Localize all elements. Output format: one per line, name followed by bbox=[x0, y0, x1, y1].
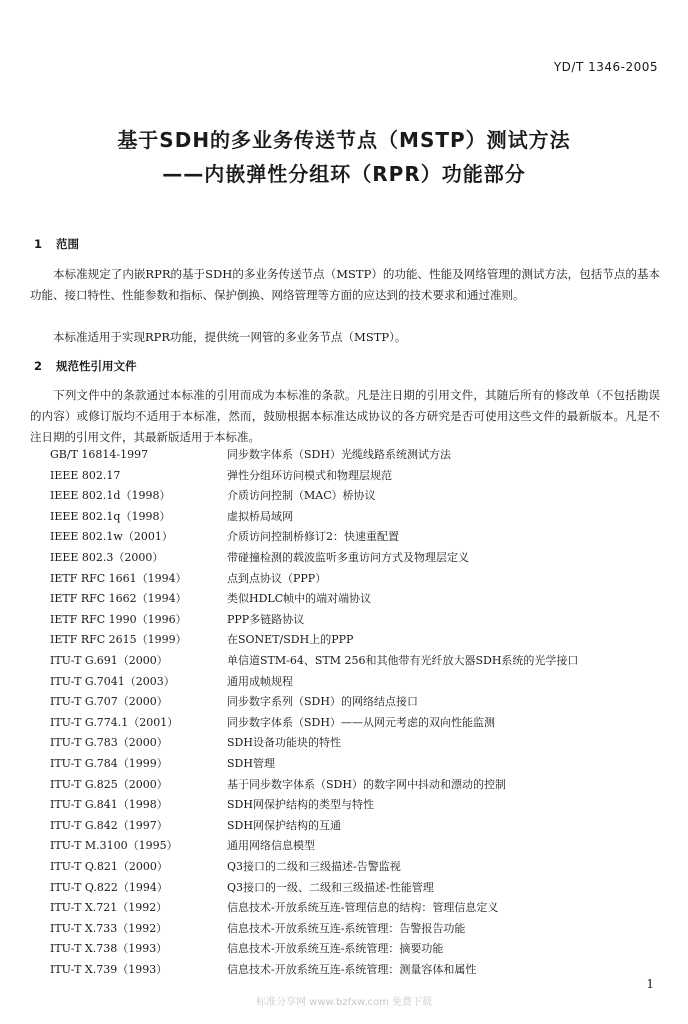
reference-title: 同步数字体系（SDH）光缆线路系统测试方法 bbox=[227, 448, 451, 461]
section-heading-normative-references bbox=[34, 358, 137, 374]
reference-code: IEEE 802.1d（1998） bbox=[50, 489, 171, 503]
reference-code: ITU-T G.825（2000） bbox=[50, 777, 168, 791]
reference-code: IEEE 802.1q（1998） bbox=[50, 509, 171, 523]
reference-code: ITU-T G.691（2000） bbox=[50, 654, 168, 667]
document-title-line2: ——内嵌弹性分组环（RPR）功能部分 bbox=[162, 162, 526, 186]
reference-code: ITU-T G.774.1（2001） bbox=[50, 715, 179, 729]
section-heading-scope bbox=[34, 236, 79, 252]
reference-title: 介质访问控制（MAC）桥协议 bbox=[227, 489, 376, 503]
scope-paragraph-2: 本标准适用于实现RPR功能，提供统一网管的多业务节点（MSTP）。 bbox=[53, 330, 407, 344]
reference-code: ITU-T G.7041（2003） bbox=[50, 674, 175, 688]
reference-title: 介质访问控制桥修订2：快速重配置 bbox=[227, 530, 399, 544]
reference-title: 带碰撞检测的载波监听多重访问方式及物理层定义 bbox=[227, 551, 469, 564]
reference-title: 点到点协议（PPP） bbox=[227, 571, 327, 585]
reference-code: IEEE 802.17 bbox=[50, 468, 121, 482]
reference-code: ITU-T G.842（1997） bbox=[50, 818, 168, 832]
reference-title: Q3接口的二级和三级描述-告警监视 bbox=[227, 860, 401, 873]
reference-title: SDH设备功能块的特性 bbox=[227, 736, 341, 750]
reference-code: IETF RFC 1990（1996） bbox=[50, 612, 187, 626]
references-intro-paragraph: 下列文件中的条款通过本标准的引用而成为本标准的条款。凡是注日期的引用文件，其随后所有的修改单（不包括勘误的内容）或修订版均不适用于本标准，然而，鼓励根据本标准达成协议的各方研究是否可使用这些文件的最新版本。凡是不注日期的引用文件，其最新版适用于本标准。 bbox=[30, 388, 660, 444]
reference-title: SDH网保护结构的类型与特性 bbox=[227, 798, 374, 812]
reference-code: IETF RFC 2615（1999） bbox=[50, 633, 187, 647]
reference-code: ITU-T G.783（2000） bbox=[50, 736, 168, 750]
section-number: 1 bbox=[34, 237, 43, 251]
reference-title: 信息技术-开放系统互连-管理信息的结构：管理信息定义 bbox=[227, 901, 499, 915]
reference-code: ITU-T Q.821（2000） bbox=[50, 860, 168, 873]
document-title-line1: 基于SDH的多业务传送节点（MSTP）测试方法 bbox=[117, 128, 571, 152]
reference-title: PPP多链路协议 bbox=[227, 612, 305, 626]
reference-code: ITU-T M.3100（1995） bbox=[50, 839, 178, 853]
reference-title: 信息技术-开放系统互连-系统管理：摘要功能 bbox=[227, 942, 444, 956]
scope-paragraph-1: 本标准规定了内嵌RPR的基于SDH的多业务传送节点（MSTP）的功能、性能及网络管理的测试方法，包括节点的基本功能、接口特性、性能参数和指标、保护倒换、网络管理等方面的应达到的技术要求和通过准则。 bbox=[30, 267, 660, 302]
reference-title: 信息技术-开放系统互连-系统管理：测量容体和属性 bbox=[227, 963, 477, 976]
reference-title: 信息技术-开放系统互连-系统管理：告警报告功能 bbox=[227, 921, 466, 935]
reference-title: 弹性分组环访问模式和物理层规范 bbox=[227, 468, 392, 482]
reference-title: 同步数字体系（SDH）——从网元考虑的双向性能监测 bbox=[227, 715, 495, 729]
standard-code: YD/T 1346-2005 bbox=[553, 60, 658, 74]
reference-title: SDH网保护结构的互通 bbox=[227, 818, 341, 832]
reference-code: IETF RFC 1661（1994） bbox=[50, 571, 187, 585]
section-title: 范围 bbox=[56, 237, 79, 251]
page-number: 1 bbox=[646, 977, 654, 991]
reference-code: ITU-T G.784（1999） bbox=[50, 757, 168, 770]
reference-code: GB/T 16814-1997 bbox=[50, 448, 149, 461]
section-title: 规范性引用文件 bbox=[56, 359, 137, 373]
reference-title: 虚拟桥局域网 bbox=[227, 509, 293, 523]
reference-code: ITU-T G.841（1998） bbox=[50, 798, 168, 812]
reference-code: IEEE 802.3（2000） bbox=[50, 551, 164, 564]
reference-code: ITU-T X.738（1993） bbox=[50, 942, 168, 956]
reference-title: 类似HDLC帧中的端对端协议 bbox=[227, 592, 372, 606]
reference-title: 基于同步数字体系（SDH）的数字网中抖动和漂动的控制 bbox=[227, 777, 506, 791]
reference-code: ITU-T X.733（1992） bbox=[50, 921, 168, 935]
reference-title: Q3接口的一级、二级和三级描述-性能管理 bbox=[227, 880, 434, 894]
reference-code: ITU-T X.739（1993） bbox=[50, 963, 168, 976]
reference-code: ITU-T X.721（1992） bbox=[50, 901, 168, 915]
reference-title: 通用网络信息模型 bbox=[227, 839, 315, 853]
section-number: 2 bbox=[34, 359, 43, 373]
reference-code: IEEE 802.1w（2001） bbox=[50, 530, 173, 544]
reference-title: 同步数字系列（SDH）的网络结点接口 bbox=[227, 695, 418, 709]
footer-watermark: 标准分享网 www.bzfxw.com 免费下载 bbox=[256, 997, 432, 1008]
reference-code: IETF RFC 1662（1994） bbox=[50, 592, 187, 606]
reference-title: 在SONET/SDH上的PPP bbox=[227, 633, 354, 647]
reference-title: SDH管理 bbox=[227, 757, 275, 770]
reference-title: 单信道STM-64、STM 256和其他带有光纤放大器SDH系统的光学接口 bbox=[227, 654, 579, 667]
reference-code: ITU-T G.707（2000） bbox=[50, 695, 168, 709]
reference-title: 通用成帧规程 bbox=[227, 674, 293, 688]
reference-code: ITU-T Q.822（1994） bbox=[50, 880, 168, 894]
